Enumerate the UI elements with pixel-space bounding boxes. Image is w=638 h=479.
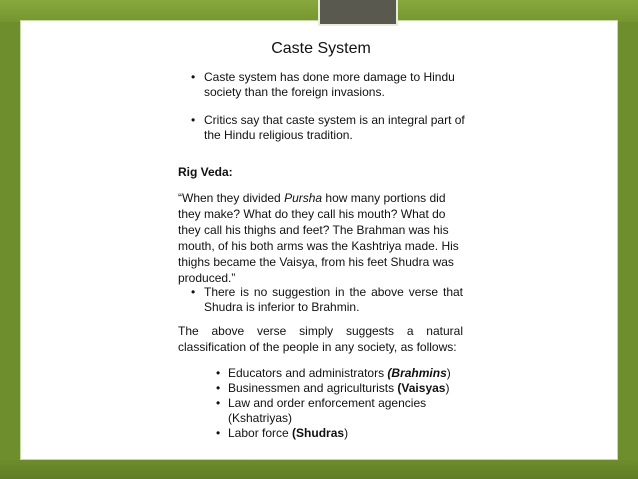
- bullet-dot: •: [216, 426, 221, 440]
- quote-line-5: thighs became the Vaisya, from his feet Shudra was: [178, 255, 454, 269]
- bullet-dot: •: [216, 381, 221, 395]
- quote-line-1: [178, 190, 468, 206]
- bullet-caste-damage: [191, 70, 481, 100]
- quote-pursha: Pursha: [284, 191, 323, 205]
- bullet-dot: •: [191, 70, 196, 84]
- bullet-dot: •: [191, 285, 196, 299]
- rig-veda-heading: Rig Veda:: [178, 165, 233, 179]
- class-term: (Vaisyas: [397, 381, 446, 395]
- class-item-kshatriyas: [216, 396, 456, 426]
- class-text: Labor force (Shudras): [228, 426, 349, 440]
- class-item-brahmins: [216, 366, 456, 381]
- class-text: Educators and administrators (Brahmins): [228, 366, 451, 380]
- bullet-text-line2: the Hindu religious tradition.: [204, 128, 353, 142]
- header-tab: [318, 0, 398, 26]
- class-item-vaisyas: [216, 381, 456, 396]
- class-text-line2: (Kshatriyas): [228, 411, 293, 425]
- bullet-no-suggestion: [191, 285, 463, 315]
- quote-line-6: produced.”: [178, 271, 236, 285]
- class-item-shudras: [216, 426, 456, 441]
- class-term: (Brahmins: [387, 366, 447, 380]
- bottom-band: [0, 460, 638, 479]
- slide-title: Caste System: [271, 40, 371, 57]
- quote-line-3: they call his thighs and feet? The Brahman was his: [178, 223, 449, 237]
- classification-line-1: The above verse simply suggests a natural: [178, 324, 463, 338]
- quote-text: “When they divided: [178, 191, 285, 205]
- quote-line-2: they make? What do they call his mouth? What do: [178, 207, 446, 221]
- bullet-dot: •: [216, 396, 221, 410]
- class-text: Law and order enforcement agencies: [228, 396, 427, 410]
- bullet-dot: •: [191, 113, 196, 127]
- class-text: Businessmen and agriculturists (Vaisyas): [228, 381, 450, 395]
- quote-line-4: mouth, of his both arms was the Kashtriya made. His: [178, 239, 459, 253]
- classification-paragraph: [178, 323, 463, 355]
- bullet-dot: •: [216, 366, 221, 380]
- quote-text: how many portions did: [322, 191, 446, 205]
- bullet-critics: [191, 113, 481, 143]
- rig-veda-quote: [178, 190, 468, 286]
- bullet-text-line2: Shudra is inferior to Brahmin.: [204, 300, 360, 314]
- bullet-text: Critics say that caste system is an integral part of: [204, 113, 465, 127]
- bullet-text: There is no suggestion in the above verse that: [204, 285, 463, 299]
- bullet-text: Caste system has done more damage to Hindu: [204, 70, 455, 84]
- bullet-text-line2: society than the foreign invasions.: [204, 85, 385, 99]
- classification-line-2: classification of the people in any society, as follows:: [178, 340, 457, 354]
- class-term: (Shudras: [292, 426, 345, 440]
